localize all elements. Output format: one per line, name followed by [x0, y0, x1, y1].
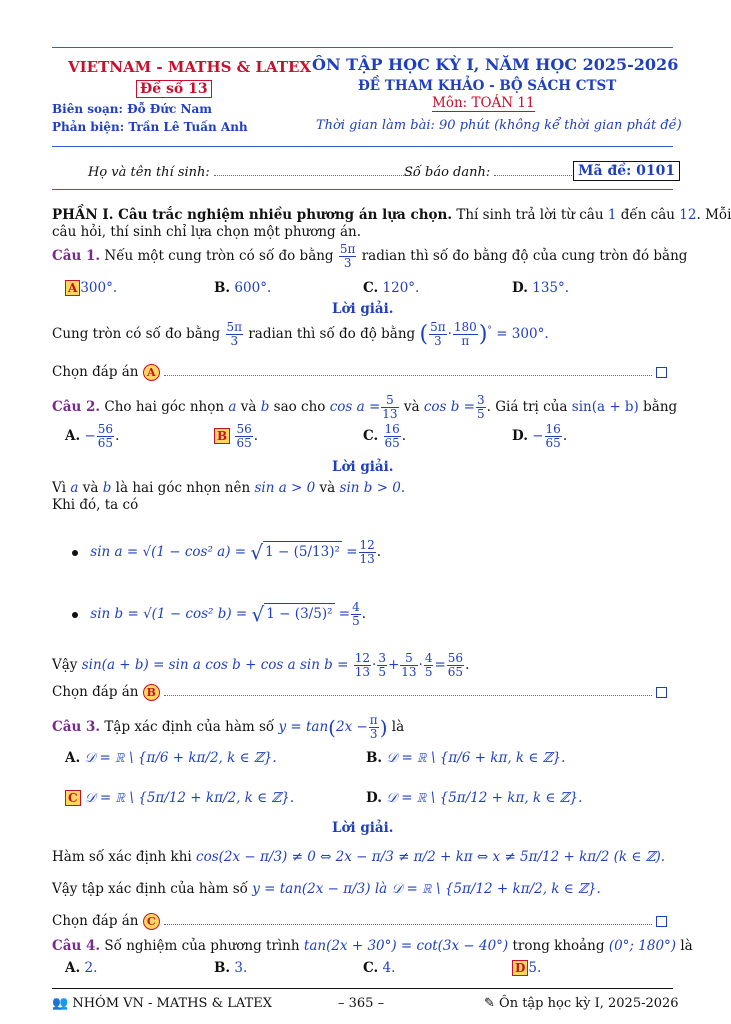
footer-right: ✎ Ôn tập học kỳ I, 2025-2026 — [484, 996, 679, 1011]
question-2: Câu 2. Cho hai góc nhọn a và b sao cho cos a = $\frac{5}{13}$ và cos b = $\frac{3}{5}$ . Giá trị của sin(a + b) bằng — [52, 393, 678, 421]
q2-option-c[interactable]: C. $\frac{16}{65}$ . — [363, 422, 407, 450]
q2-bullet-1: sin a = √(1 − cos² a) = √ 1 − (5/13)² = $\frac{12}{13}$ . — [72, 539, 381, 566]
q1-option-b[interactable]: B. 600°. — [214, 280, 272, 296]
q3-choose-answer: Chọn đáp án C — [52, 913, 667, 930]
q1-option-c[interactable]: C. 120°. — [363, 280, 420, 296]
part1-intro-line2: câu hỏi, thí sinh chỉ lựa chọn một phương án. — [52, 224, 362, 240]
q2-solution-line2: Khi đó, ta có — [52, 497, 139, 513]
footer-page-number: – 365 – — [338, 996, 385, 1011]
bien-soan: Biên soạn: Đỗ Đức Nam — [52, 102, 212, 116]
q4-option-a[interactable]: A. 2. — [65, 960, 98, 976]
de-so-badge: Đề số 13 — [136, 80, 212, 98]
q2-choose-answer: Chọn đáp án B — [52, 684, 667, 701]
footer-rule — [52, 988, 673, 989]
q1-solution-heading: Lời giải. — [332, 301, 394, 317]
q2-answer-circle: B — [143, 684, 160, 701]
question-1: Câu 1. Nếu một cung tròn có số đo bằng $\frac{5\pi}{3}$ radian thì số đo bằng độ của cung tròn đó bằng — [52, 242, 688, 270]
exam-code-box: Mã đề: 0101 — [573, 161, 680, 181]
time-allowed: Thời gian làm bài: 90 phút (không kể thời gian phát đề) — [316, 118, 682, 133]
edit-icon: ✎ — [484, 996, 495, 1011]
q3-option-a[interactable]: A. 𝒟 = ℝ \ {π/6 + kπ/2, k ∈ ℤ}. — [65, 750, 277, 766]
q1-option-a[interactable]: A 300°. — [65, 280, 117, 296]
q2-option-a[interactable]: A. − $\frac{56}{65}$ . — [65, 422, 120, 450]
q2-option-d[interactable]: D. − $\frac{16}{65}$ . — [512, 422, 568, 450]
info-rule — [52, 189, 673, 190]
candidate-number-label: Số báo danh: — [404, 165, 574, 180]
question-1-label: Câu 1. — [52, 248, 101, 264]
q3-option-b[interactable]: B. 𝒟 = ℝ \ {π/6 + kπ, k ∈ ℤ}. — [366, 750, 566, 766]
header-top-rule — [52, 47, 673, 48]
question-3: Câu 3. Tập xác định của hàm số y = tan(2x − $\frac{\pi}{3}$ ) là — [52, 713, 405, 741]
part1-intro: PHẦN I. Câu trắc nghiệm nhiều phương án lựa chọn. Thí sinh trả lời từ câu 1 đến câu 12. Mỗi — [52, 207, 731, 223]
student-name-label: Họ và tên thí sinh: — [88, 165, 414, 180]
candidate-number-field[interactable] — [494, 175, 574, 176]
student-name-field[interactable] — [214, 175, 414, 176]
q3-option-d[interactable]: D. 𝒟 = ℝ \ {5π/12 + kπ, k ∈ ℤ}. — [366, 790, 583, 806]
q2-option-b[interactable]: B $\frac{56}{65}$ . — [214, 423, 258, 450]
q1-fraction: $\frac{5\pi}{3}$ — [339, 242, 356, 270]
q3-solution-line1: Hàm số xác định khi cos(2x − π/3) ≠ 0 ⇔ 2x − π/3 ≠ π/2 + kπ ⇔ x ≠ 5π/12 + kπ/2 (k ∈ ℤ). — [52, 849, 666, 865]
header-bottom-rule — [52, 146, 673, 147]
subject: Môn: TOÁN 11 — [432, 95, 535, 111]
group-name: VIETNAM - MATHS & LATEX — [68, 58, 312, 76]
users-icon: 👥 — [52, 996, 69, 1011]
exam-subtitle: ĐỀ THAM KHẢO - BỘ SÁCH CTST — [358, 78, 617, 94]
q2-conclusion: Vậy sin(a + b) = sin a cos b + cos a sin b = $\frac{12}{13}$ · $\frac{3}{5}$ + $\frac{5}{13}$ · $\frac{4}{5}$ = $\frac{56}{65}$ . — [52, 651, 470, 679]
q1-choose-answer: Chọn đáp án A — [52, 364, 667, 381]
q4-option-b[interactable]: B. 3. — [214, 960, 248, 976]
q4-option-c[interactable]: C. 4. — [363, 960, 396, 976]
qed-square — [656, 367, 667, 378]
q3-answer-circle: C — [143, 913, 160, 930]
q1-answer-circle: A — [143, 364, 160, 381]
exam-title: ÔN TẬP HỌC KỲ I, NĂM HỌC 2025-2026 — [312, 55, 679, 74]
q2-solution-heading: Lời giải. — [332, 459, 394, 475]
q1-option-d[interactable]: D. 135°. — [512, 280, 570, 296]
question-4: Câu 4. Số nghiệm của phương trình tan(2x + 30°) = cot(3x − 40°) trong khoảng (0°; 180°) là — [52, 938, 693, 954]
q3-solution-heading: Lời giải. — [332, 820, 394, 836]
q2-solution-line1: Vì a và b là hai góc nhọn nên sin a > 0 và sin b > 0. — [52, 480, 406, 496]
q3-option-c[interactable]: C 𝒟 = ℝ \ {5π/12 + kπ/2, k ∈ ℤ}. — [65, 790, 294, 806]
q3-solution-line2: Vậy tập xác định của hàm số y = tan(2x − π/3) là 𝒟 = ℝ \ {5π/12 + kπ/2, k ∈ ℤ}. — [52, 881, 601, 897]
q2-bullet-2: sin b = √(1 − cos² b) = √ 1 − (3/5)² = $\frac{4}{5}$ . — [72, 601, 366, 628]
q1-solution: Cung tròn có số đo bằng $\frac{5\pi}{3}$ radian thì số đo độ bằng ( $\frac{5\pi}{3}$ · $\frac{180}{\pi}$ )° = 300°. — [52, 320, 549, 348]
footer-left: 👥 NHÓM VN - MATHS & LATEX — [52, 996, 273, 1011]
q4-option-d[interactable]: D 5. — [512, 960, 541, 976]
phan-bien: Phản biện: Trần Lê Tuấn Anh — [52, 120, 248, 134]
